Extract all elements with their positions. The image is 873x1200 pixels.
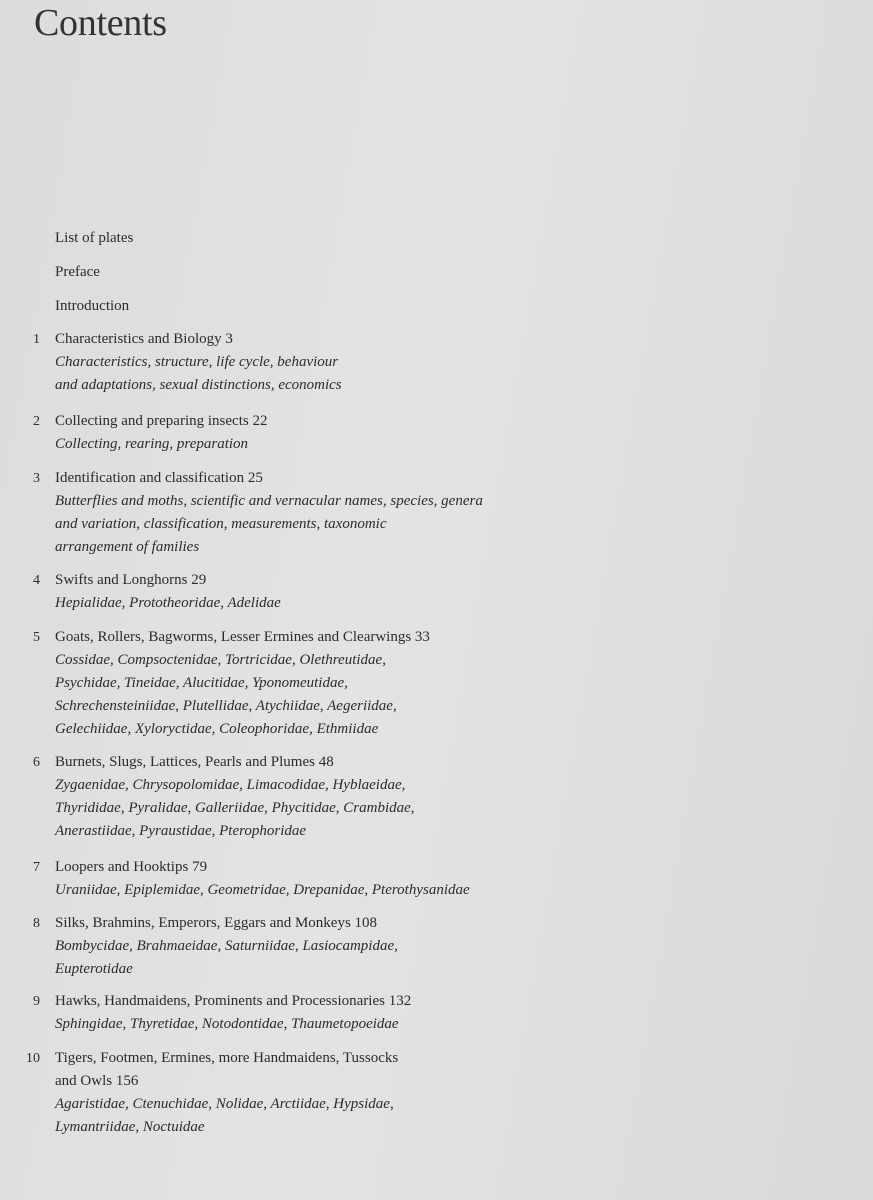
family-line: Cossidae, Compsoctenidae, Tortricidae, Olethreutidae,: [55, 652, 386, 668]
family-line: arrangement of families: [55, 539, 200, 555]
family-line: Thyrididae, Pyralidae, Galleriidae, Phycitidae, Crambidae,: [55, 800, 415, 816]
chapter-number: 1: [33, 332, 40, 347]
chapter-title: Collecting and preparing insects 22: [55, 413, 268, 429]
chapter-number: 5: [33, 630, 40, 645]
chapter-body: [55, 856, 695, 902]
chapter-title: and Owls 156: [55, 1073, 139, 1089]
chapter-body: [55, 912, 695, 981]
family-line: Sphingidae, Thyretidae, Notodontidae, Thaumetopoeidae: [55, 1016, 399, 1032]
chapter-families: [55, 1013, 695, 1036]
chapter-title: Hawks, Handmaidens, Prominents and Processionaries 132: [55, 993, 412, 1009]
chapter-families: [55, 351, 695, 397]
chapter-families: [55, 490, 695, 559]
chapter-families: [55, 879, 695, 902]
chapter-families: [55, 1093, 695, 1139]
front-matter-introduction: Introduction: [55, 298, 130, 314]
family-line: Lymantriidae, Noctuidae: [55, 1119, 205, 1135]
chapter-body: [55, 1047, 695, 1139]
chapter-number: 9: [33, 994, 40, 1009]
chapter-body: [55, 990, 695, 1036]
chapter-body: [55, 751, 695, 843]
chapter-title: Tigers, Footmen, Ermines, more Handmaidens, Tussocks: [55, 1050, 399, 1066]
chapter-families: [55, 649, 695, 741]
chapter-families: [55, 592, 695, 615]
chapter-number: 4: [33, 573, 40, 588]
chapter-title: Goats, Rollers, Bagworms, Lesser Ermines and Clearwings 33: [55, 629, 430, 645]
family-line: Schrechensteiniidae, Plutellidae, Atychiidae, Aegeriidae,: [55, 698, 397, 714]
chapter-title: Silks, Brahmins, Emperors, Eggars and Monkeys 108: [55, 915, 378, 931]
family-line: Gelechiidae, Xyloryctidae, Coleophoridae, Ethmiidae: [55, 721, 379, 737]
chapter-number: 6: [33, 755, 40, 770]
chapter-body: [55, 410, 695, 456]
family-line: Bombycidae, Brahmaeidae, Saturniidae, Lasiocampidae,: [55, 938, 398, 954]
family-line: Butterflies and moths, scientific and vernacular names, species, genera: [55, 493, 483, 509]
family-line: Eupterotidae: [55, 961, 133, 977]
family-line: Zygaenidae, Chrysopolomidae, Limacodidae, Hyblaeidae,: [55, 777, 406, 793]
family-line: Hepialidae, Prototheoridae, Adelidae: [55, 595, 281, 611]
chapter-number: 8: [33, 916, 40, 931]
front-matter-list-of-plates: List of plates: [55, 230, 134, 246]
chapter-number: 3: [33, 471, 40, 486]
chapter-body: [55, 467, 695, 559]
chapter-number: 10: [26, 1051, 40, 1066]
family-line: Psychidae, Tineidae, Alucitidae, Yponomeutidae,: [55, 675, 348, 691]
chapter-title: Loopers and Hooktips 79: [55, 859, 208, 875]
chapter-families: [55, 774, 695, 843]
front-matter-preface: Preface: [55, 264, 100, 280]
chapter-title: Swifts and Longhorns 29: [55, 572, 207, 588]
family-line: Uraniidae, Epiplemidae, Geometridae, Drepanidae, Pterothysanidae: [55, 882, 470, 898]
family-line: and adaptations, sexual distinctions, economics: [55, 377, 342, 393]
family-line: Anerastiidae, Pyraustidae, Pterophoridae: [55, 823, 307, 839]
chapter-families: [55, 935, 695, 981]
page-title: Contents: [34, 2, 167, 44]
chapter-body: [55, 569, 695, 615]
chapter-families: [55, 433, 695, 456]
chapter-body: [55, 328, 695, 397]
family-line: and variation, classification, measurements, taxonomic: [55, 516, 387, 532]
chapter-title: Burnets, Slugs, Lattices, Pearls and Plumes 48: [55, 754, 334, 770]
family-line: Characteristics, structure, life cycle, behaviour: [55, 354, 339, 370]
chapter-number: 7: [33, 860, 40, 875]
chapter-number: 2: [33, 414, 40, 429]
chapter-title: Characteristics and Biology 3: [55, 331, 233, 347]
chapter-body: [55, 626, 695, 741]
chapter-title: Identification and classification 25: [55, 470, 263, 486]
family-line: Agaristidae, Ctenuchidae, Nolidae, Arctiidae, Hypsidae,: [55, 1096, 394, 1112]
family-line: Collecting, rearing, preparation: [55, 436, 249, 452]
